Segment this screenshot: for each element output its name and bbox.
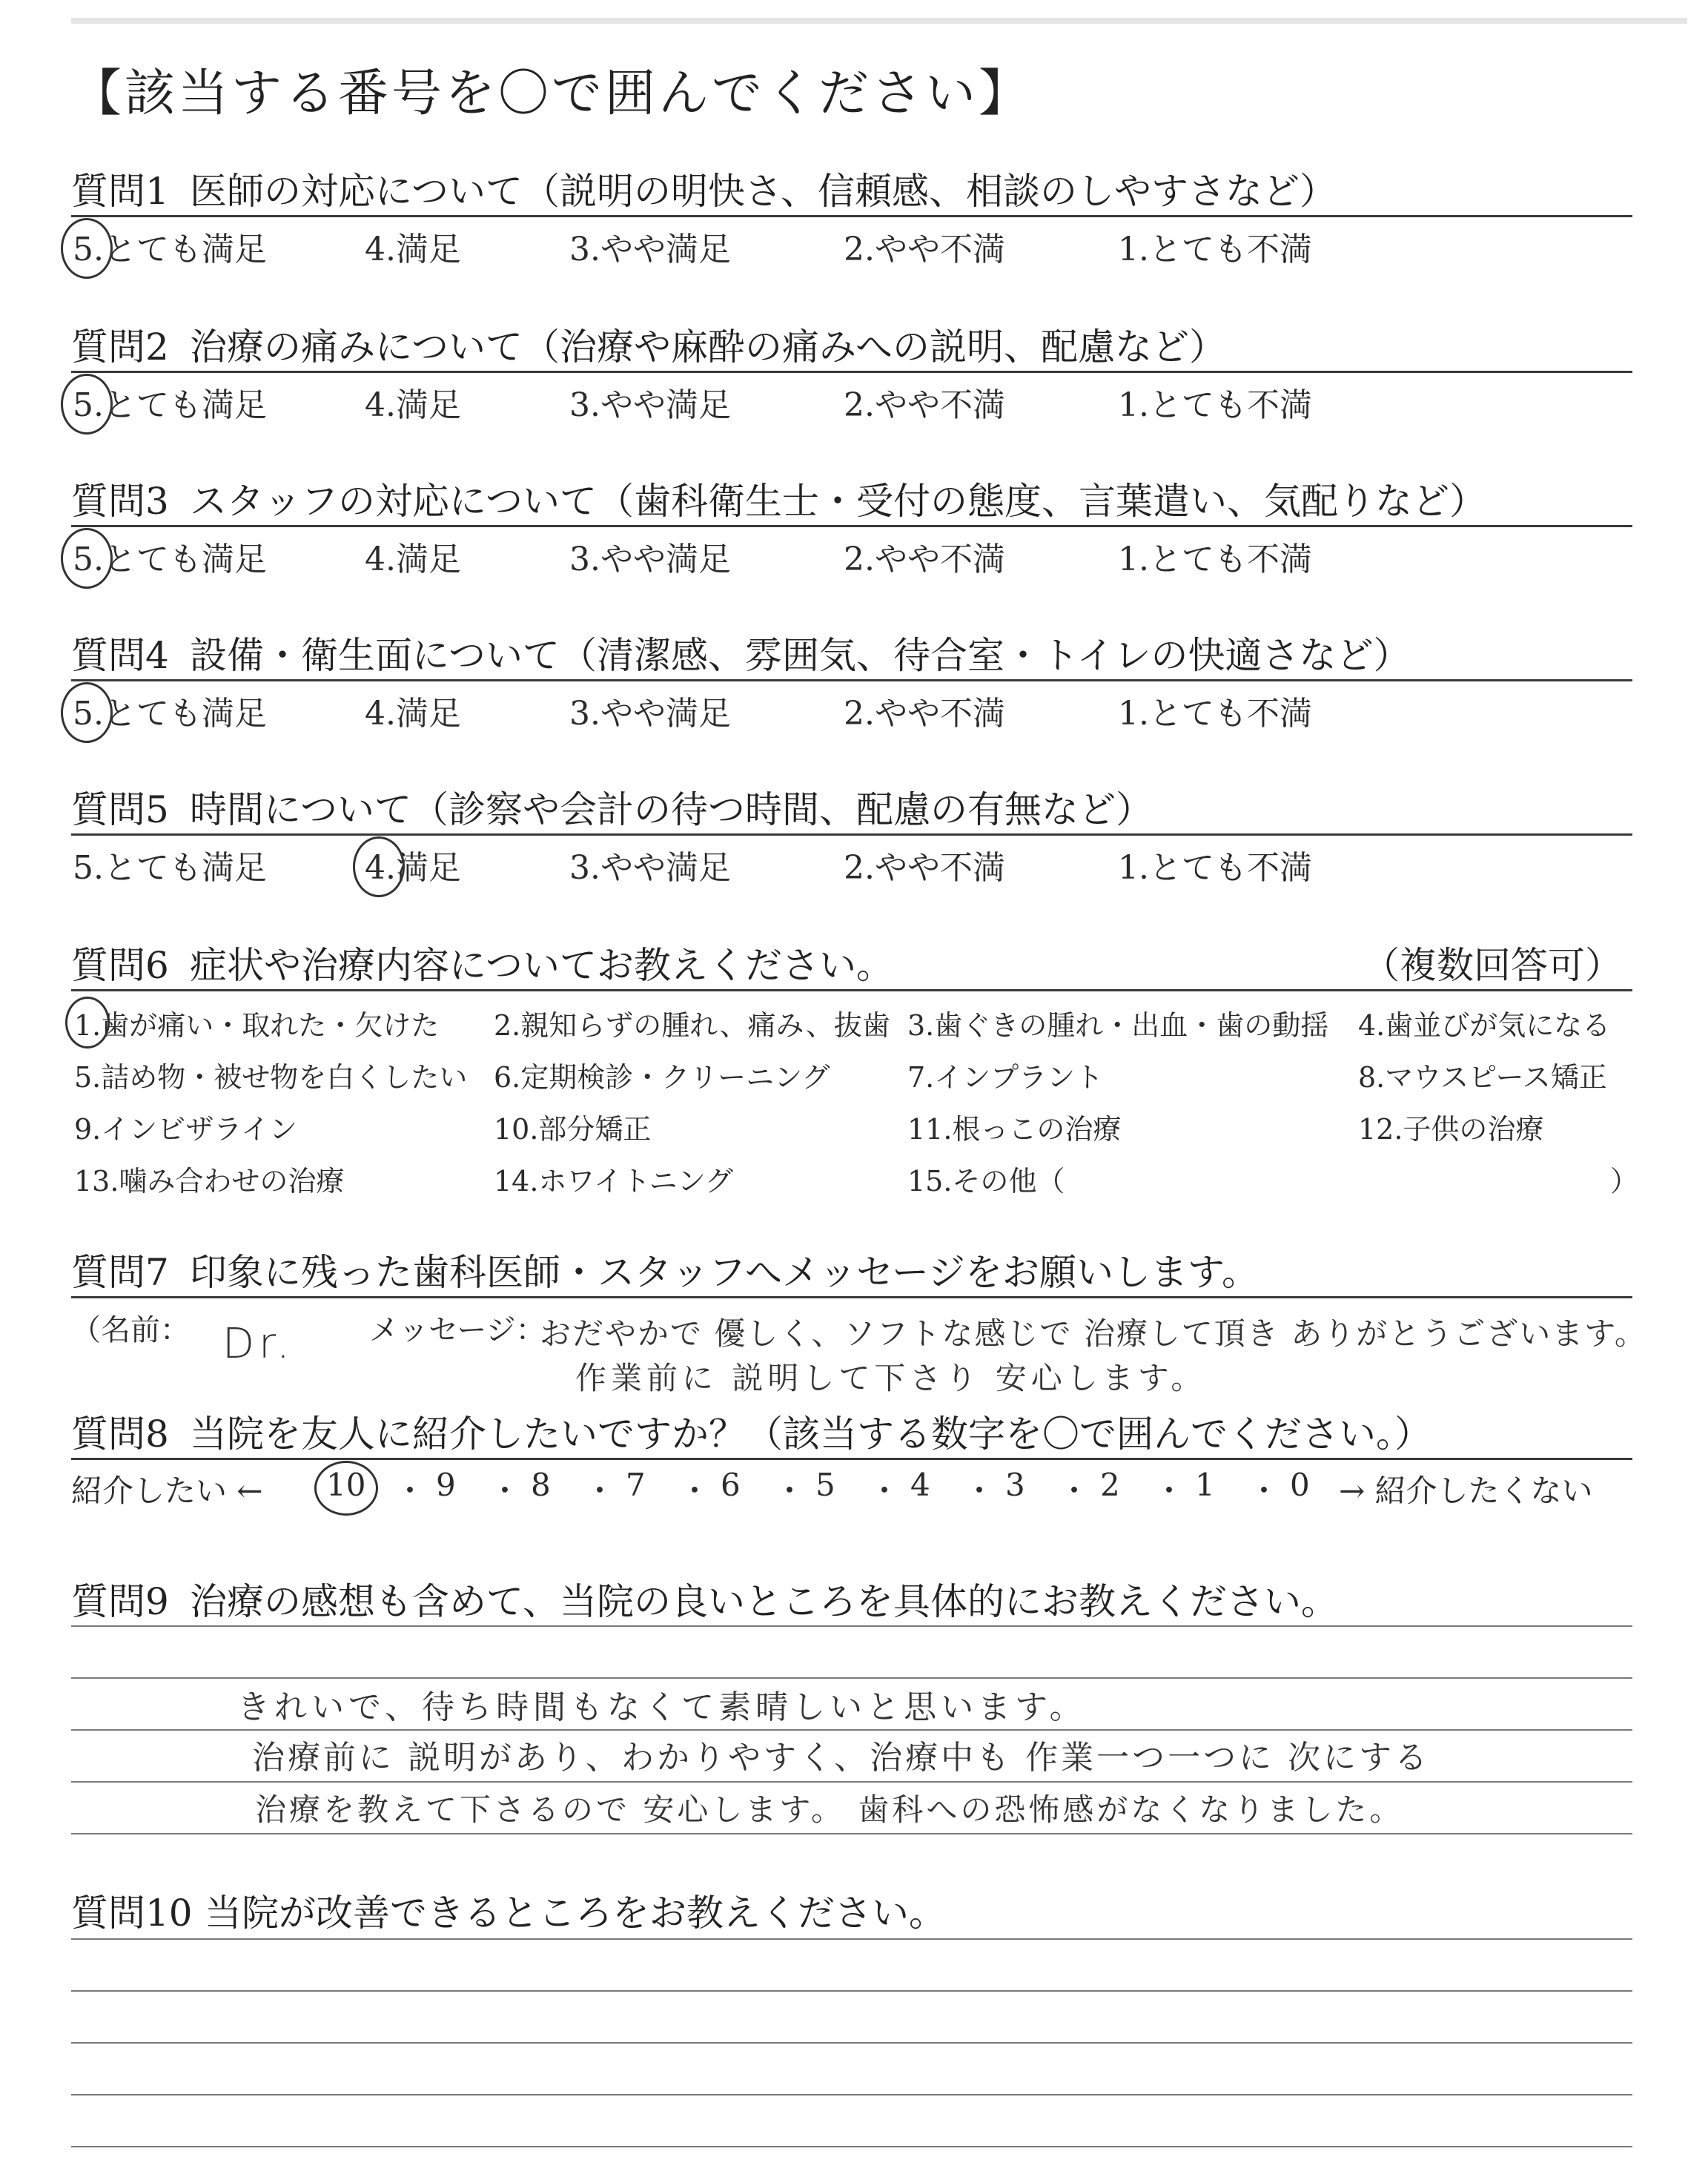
answer-circle-q5: [353, 836, 405, 897]
q2-option-2[interactable]: 2.やや不満: [844, 386, 1005, 424]
q2-option-3[interactable]: 3.やや満足: [569, 386, 731, 424]
question-7: 質問7 印象に残った歯科医師・スタッフへメッセージをお願いします。: [71, 1251, 1259, 1294]
q2-option-4[interactable]: 4.満足: [365, 386, 461, 424]
question-6-note: （複数回答可）: [1363, 944, 1622, 987]
answer-circle-q3: [61, 528, 113, 589]
q1-option-4[interactable]: 4.満足: [365, 231, 461, 268]
scale-8[interactable]: 8: [531, 1467, 551, 1503]
q1-option-2[interactable]: 2.やや不満: [844, 231, 1005, 268]
answer-circle-q4: [61, 682, 113, 743]
q10-line-2: [71, 1990, 1632, 1992]
scale-dot: ・: [869, 1473, 901, 1509]
scale-6[interactable]: 6: [721, 1467, 741, 1503]
scale-dot: ・: [394, 1473, 426, 1509]
q2-option-1[interactable]: 1.とても不満: [1118, 386, 1312, 424]
q3-option-4[interactable]: 4.満足: [365, 541, 461, 578]
scale-0[interactable]: 0: [1290, 1467, 1310, 1503]
scale-right-label: → 紹介したくない: [1339, 1473, 1593, 1509]
scale-dot: ・: [489, 1473, 521, 1509]
q5-option-2[interactable]: 2.やや不満: [844, 849, 1005, 887]
answer-circle-q6: [65, 997, 110, 1048]
scale-dot: ・: [1059, 1473, 1090, 1509]
question-2: 質問2 治療の痛みについて（治療や麻酔の痛みへの説明、配慮など）: [71, 326, 1226, 369]
q1-option-5[interactable]: 5.とても満足: [73, 231, 267, 268]
message-handwritten-line-2[interactable]: 作業前に 説明して下さり 安心します。: [575, 1360, 1207, 1396]
scale-7[interactable]: 7: [626, 1467, 646, 1503]
q4-option-1[interactable]: 1.とても不満: [1118, 695, 1312, 733]
q5-option-1[interactable]: 1.とても不満: [1118, 849, 1312, 887]
q6-option-14[interactable]: 14.ホワイトニング: [494, 1165, 734, 1198]
q6-option-2[interactable]: 2.親知らずの腫れ、痛み、抜歯: [494, 1009, 890, 1042]
q4-option-5[interactable]: 5.とても満足: [73, 695, 267, 733]
q9-line-5: [71, 1833, 1632, 1834]
q9-line-2: [71, 1677, 1632, 1679]
q9-answer-line-1[interactable]: きれいで、待ち時間もなくて素晴しいと思います。: [237, 1688, 1087, 1726]
q5-option-3[interactable]: 3.やや満足: [569, 849, 731, 887]
q9-answer-line-3[interactable]: 治療を教えて下さるので 安心します。 歯科への恐怖感がなくなりました。: [255, 1791, 1404, 1828]
page-title: 【該当する番号を〇で囲んでください】: [71, 65, 1033, 123]
q6-option-12[interactable]: 12.子供の治療: [1358, 1113, 1544, 1146]
q9-answer-line-2[interactable]: 治療前に 説明があり、わかりやすく、治療中も 作業一つ一つに 次にする: [252, 1739, 1431, 1777]
question-8-rule: [71, 1458, 1632, 1460]
q3-option-1[interactable]: 1.とても不満: [1118, 541, 1312, 578]
scale-dot: ・: [679, 1473, 711, 1509]
scan-edge: [71, 18, 1687, 24]
q4-option-2[interactable]: 2.やや不満: [844, 695, 1005, 733]
q9-line-4: [71, 1781, 1632, 1783]
question-6: 質問6 症状や治療内容についてお教えください。: [71, 944, 893, 987]
question-3-rule: [71, 525, 1632, 527]
name-handwritten[interactable]: Dr.: [222, 1320, 294, 1368]
answer-circle-q1: [61, 218, 113, 279]
scale-left-label: 紹介したい ←: [71, 1473, 263, 1509]
question-6-rule: [71, 989, 1632, 991]
q1-option-1[interactable]: 1.とても不満: [1118, 231, 1312, 268]
scale-dot: ・: [1248, 1473, 1280, 1509]
scale-10[interactable]: 10: [326, 1467, 366, 1503]
question-7-rule: [71, 1296, 1632, 1298]
question-8: 質問8 当院を友人に紹介したいですか？（該当する数字を〇で囲んでください。）: [71, 1413, 1431, 1456]
question-3: 質問3 スタッフの対応について（歯科衛生士・受付の態度、言葉遣い、気配りなど）: [71, 480, 1486, 523]
q3-option-3[interactable]: 3.やや満足: [569, 541, 731, 578]
q10-line-4: [71, 2094, 1632, 2095]
scale-4[interactable]: 4: [910, 1467, 930, 1503]
answer-circle-q2: [61, 374, 113, 435]
question-5: 質問5 時間について（診察や会計の待つ時間、配慮の有無など）: [71, 788, 1153, 831]
question-1-rule: [71, 215, 1632, 217]
q10-line-1: [71, 1938, 1632, 1940]
q6-option-11[interactable]: 11.根っこの治療: [907, 1113, 1122, 1146]
answer-circle-q8: [314, 1461, 378, 1516]
q10-line-5: [71, 2146, 1632, 2147]
q10-line-3: [71, 2042, 1632, 2044]
scale-5[interactable]: 5: [815, 1467, 835, 1503]
q4-option-4[interactable]: 4.満足: [365, 695, 461, 733]
question-4-rule: [71, 679, 1632, 681]
q3-option-2[interactable]: 2.やや不満: [844, 541, 1005, 578]
q6-other-close-paren: ）: [1610, 1165, 1639, 1198]
q6-option-8[interactable]: 8.マウスピース矯正: [1358, 1061, 1607, 1094]
q6-option-5[interactable]: 5.詰め物・被せ物を白くしたい: [74, 1061, 468, 1094]
scale-3[interactable]: 3: [1005, 1467, 1025, 1503]
message-handwritten-line-1[interactable]: おだやかで 優しく、ソフトな感じで 治療して頂き ありがとうございます。: [540, 1315, 1647, 1352]
q5-option-4[interactable]: 4.満足: [365, 849, 461, 887]
question-4: 質問4 設備・衛生面について（清潔感、雰囲気、待合室・トイレの快適さなど）: [71, 634, 1411, 677]
q6-option-1[interactable]: 1.歯が痛い・取れた・欠けた: [74, 1009, 440, 1042]
question-10: 質問10 当院が改善できるところをお教えください。: [71, 1892, 946, 1935]
q2-option-5[interactable]: 5.とても満足: [73, 386, 267, 424]
scale-2[interactable]: 2: [1100, 1467, 1120, 1503]
scale-dot: ・: [774, 1473, 806, 1509]
scale-dot: ・: [964, 1473, 996, 1509]
q6-option-6[interactable]: 6.定期検診・クリーニング: [494, 1061, 830, 1094]
q6-option-3[interactable]: 3.歯ぐきの腫れ・出血・歯の動揺: [907, 1009, 1329, 1042]
q6-option-9[interactable]: 9.インビザライン: [74, 1113, 298, 1146]
scale-1[interactable]: 1: [1195, 1467, 1215, 1503]
scale-dot: ・: [1153, 1473, 1185, 1509]
q6-option-4[interactable]: 4.歯並びが気になる: [1358, 1009, 1611, 1042]
scale-9[interactable]: 9: [436, 1467, 456, 1503]
question-2-rule: [71, 371, 1632, 373]
q6-option-7[interactable]: 7.インプラント: [907, 1061, 1104, 1094]
q6-option-13[interactable]: 13.噛み合わせの治療: [74, 1165, 345, 1198]
q5-option-5[interactable]: 5.とても満足: [73, 849, 267, 887]
name-label: （名前：: [71, 1313, 190, 1347]
q6-option-15[interactable]: 15.その他（: [907, 1165, 1065, 1198]
q4-option-3[interactable]: 3.やや満足: [569, 695, 731, 733]
q9-line-1: [71, 1625, 1632, 1627]
q3-option-5[interactable]: 5.とても満足: [73, 541, 267, 578]
question-9: 質問9 治療の感想も含めて、当院の良いところを具体的にお教えください。: [71, 1580, 1338, 1623]
question-1: 質問1 医師の対応について（説明の明快さ、信頼感、相談のしやすさなど）: [71, 170, 1337, 213]
question-5-rule: [71, 833, 1632, 836]
scale-dot: ・: [584, 1473, 616, 1509]
q6-option-10[interactable]: 10.部分矯正: [494, 1113, 652, 1146]
q1-option-3[interactable]: 3.やや満足: [569, 231, 731, 268]
message-label: メッセージ：: [369, 1313, 546, 1347]
